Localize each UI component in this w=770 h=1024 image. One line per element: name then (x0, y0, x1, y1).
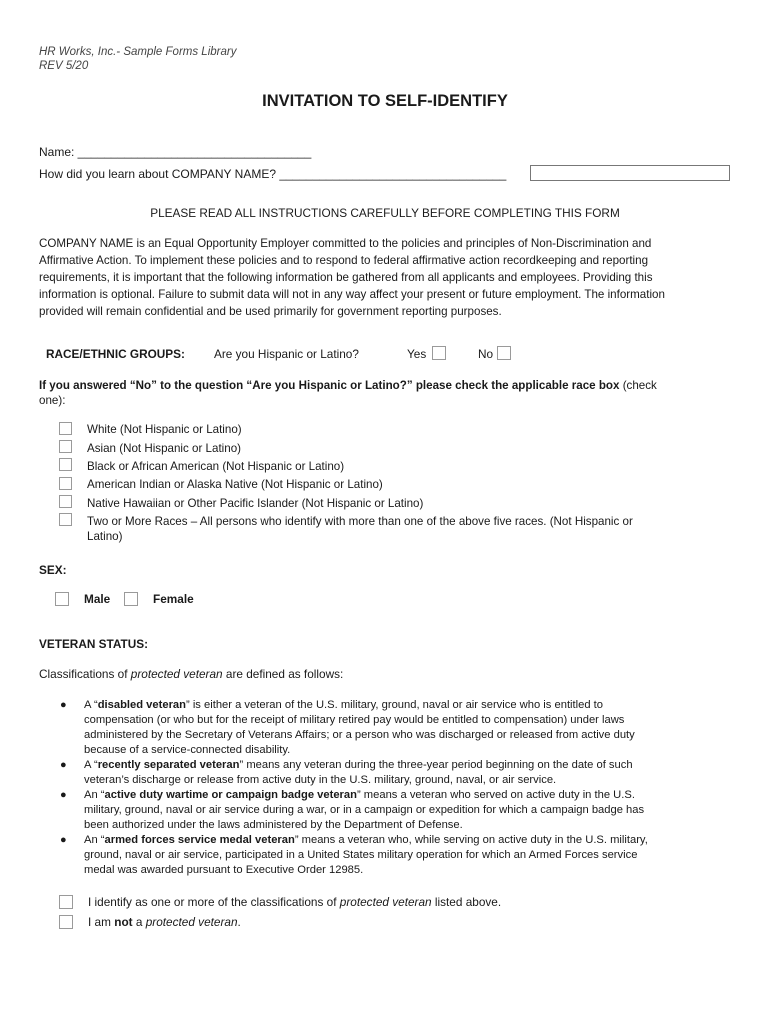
instructions-heading: PLEASE READ ALL INSTRUCTIONS CAREFULLY BEFORE COMPLETING THIS FORM (150, 206, 620, 220)
veteran-classifications-intro (39, 667, 343, 681)
race-pacific-islander-checkbox[interactable] (59, 495, 72, 508)
b2-term: recently separated veteran (97, 759, 240, 771)
race-option-two-or-more-line2: Latino) (87, 530, 123, 543)
b1-l1: ” is either a veteran of the U.S. military, ground, naval or air service who is entitled to (185, 699, 604, 711)
opt2-bold: not (114, 915, 133, 929)
race-option-two-or-more (87, 514, 707, 544)
race-option-asian: Asian (Not Hispanic or Latino) (87, 442, 242, 455)
race-asian-checkbox[interactable] (59, 440, 72, 453)
race-option-two-or-more-line1: Two or More Races – All persons who identify with more than one of the above five races. (Not Hispanic or (87, 515, 633, 528)
b4-l1: ” means a veteran who, while serving on active duty in the U.S. military, (294, 834, 648, 846)
veteran-heading: VETERAN STATUS: (39, 637, 149, 651)
name-field-label: Name: ___________________________________ (39, 145, 312, 159)
b1-l4: because of a service-connected disability. (84, 744, 291, 756)
veteran-def-disabled (84, 698, 724, 758)
bullet-icon: ● (60, 699, 67, 711)
hispanic-no-checkbox[interactable] (497, 346, 511, 360)
learn-input-box[interactable] (530, 165, 730, 181)
opt1-post: listed above. (431, 895, 502, 909)
veteran-def-recently-separated (84, 758, 724, 788)
veteran-def-campaign-badge (84, 788, 724, 833)
b1-pre: A “ (84, 699, 98, 711)
race-instruction-rest: (check (619, 379, 657, 392)
classif-em: protected veteran (130, 667, 223, 681)
race-option-white: White (Not Hispanic or Latino) (87, 423, 242, 436)
sex-male-checkbox[interactable] (55, 592, 69, 606)
bullet-icon: ● (60, 789, 67, 801)
b1-l2: compensation (or who but for the receipt of military retired pay would be entitled to compensation) under laws (84, 714, 625, 726)
library-header: HR Works, Inc.- Sample Forms Library (39, 46, 237, 58)
b2-l1: ” means any veteran during the three-year period beginning on the date of such (239, 759, 633, 771)
intro-line: provided will remain confidential and be used primarily for government reporting purposes. (39, 305, 502, 318)
b4-l3: medal was awarded pursuant to Executive Order 12985. (84, 864, 364, 876)
hispanic-no-label: No (478, 347, 494, 361)
race-option-native-american: American Indian or Alaska Native (Not Hispanic or Latino) (87, 478, 383, 491)
race-white-checkbox[interactable] (59, 422, 72, 435)
b4-pre: An “ (84, 834, 105, 846)
b4-term: armed forces service medal veteran (104, 834, 295, 846)
hispanic-question: Are you Hispanic or Latino? (214, 347, 359, 361)
sex-female-checkbox[interactable] (124, 592, 138, 606)
intro-line: Affirmative Action. To implement these policies and to respond to federal affirmative action recordkeeping and reporting (39, 254, 649, 267)
not-protected-veteran-label (88, 915, 241, 929)
b1-term: disabled veteran (97, 699, 186, 711)
intro-line: requirements, it is important that the following information be gathered from all applicants and employees. Providing this (39, 271, 653, 284)
b4-l2: ground, naval or air service, participated in a United States military operation for which an Armed Forces service (84, 849, 638, 861)
revision-label: REV 5/20 (39, 60, 89, 72)
page-title: INVITATION TO SELF-IDENTIFY (262, 92, 508, 110)
protected-veteran-checkbox[interactable] (59, 895, 73, 909)
b2-pre: A “ (84, 759, 98, 771)
hispanic-yes-checkbox[interactable] (432, 346, 446, 360)
race-instruction-line2: one): (39, 394, 66, 407)
hispanic-yes-label: Yes (407, 347, 427, 361)
race-option-pacific-islander: Native Hawaiian or Other Pacific Islander (Not Hispanic or Latino) (87, 497, 424, 510)
sex-heading: SEX: (39, 563, 67, 577)
intro-line: COMPANY NAME is an Equal Opportunity Employer committed to the policies and principles of Non-Discrimination and (39, 237, 652, 250)
not-protected-veteran-checkbox[interactable] (59, 915, 73, 929)
classif-pre: Classifications of (39, 667, 131, 681)
opt1-pre: I identify as one or more of the classifications of (88, 895, 340, 909)
race-instruction-bold: If you answered “No” to the question “Are you Hispanic or Latino?” please check the applicable race box (39, 379, 620, 392)
classif-post: are defined as follows: (222, 667, 344, 681)
veteran-def-service-medal (84, 833, 724, 878)
b2-l2: veteran’s discharge or release from active duty in the U.S. military, ground, naval, or air service. (84, 774, 557, 786)
opt2-pre: I am (88, 915, 115, 929)
intro-line: information is optional. Failure to submit data will not in any way affect your present or future employment. The information (39, 288, 665, 301)
intro-paragraph (39, 235, 729, 320)
opt2-em: protected veteran (145, 915, 238, 929)
race-instruction (39, 378, 739, 408)
b3-l3: been authorized under the laws administered by the Department of Defense. (84, 819, 463, 831)
race-two-or-more-checkbox[interactable] (59, 513, 72, 526)
b3-l1: ” means a veteran who served on active duty in the U.S. (356, 789, 635, 801)
b1-l3: administered by the Secretary of Veterans Affairs; or a person who was discharged or released from active duty (84, 729, 635, 741)
race-black-checkbox[interactable] (59, 458, 72, 471)
b3-pre: An “ (84, 789, 105, 801)
bullet-icon: ● (60, 834, 67, 846)
race-option-black: Black or African American (Not Hispanic or Latino) (87, 460, 345, 473)
race-native-american-checkbox[interactable] (59, 477, 72, 490)
learn-field-label: How did you learn about COMPANY NAME? __________________________________ (39, 167, 507, 181)
protected-veteran-label (88, 895, 501, 909)
race-heading: RACE/ETHNIC GROUPS: (46, 347, 185, 361)
b3-l2: military, ground, naval or air service during a war, or in a campaign or expedition for which a campaign badge has (84, 804, 645, 816)
bullet-icon: ● (60, 759, 67, 771)
sex-male-label: Male (84, 592, 111, 606)
b3-term: active duty wartime or campaign badge veteran (104, 789, 357, 801)
opt1-em: protected veteran (339, 895, 432, 909)
opt2-mid: a (132, 915, 146, 929)
sex-female-label: Female (153, 592, 194, 606)
opt2-post: . (237, 915, 241, 929)
